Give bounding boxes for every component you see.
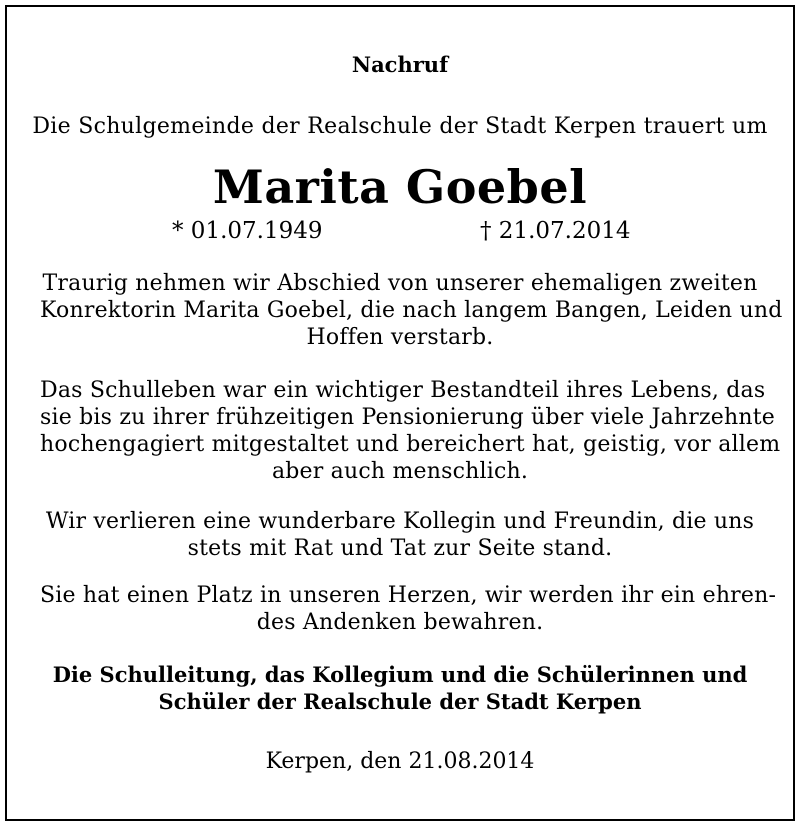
paragraph-line: Sie hat einen Platz in unseren Herzen, wir werden ihr ein ehren- xyxy=(40,583,777,608)
paragraph-school-life xyxy=(40,377,781,485)
signature-line: Schüler der Realschule der Stadt Kerpen xyxy=(158,689,642,714)
paragraph-line: Konrektorin Marita Goebel, die nach langem Bangen, Leiden und xyxy=(40,298,783,323)
paragraph-colleague xyxy=(40,508,760,562)
life-dates xyxy=(0,218,800,248)
paragraph-line: Traurig nehmen wir Abschied von unserer ehemaligen zweiten xyxy=(42,271,758,296)
notice-heading: Nachruf xyxy=(351,52,449,77)
paragraph-line: stets mit Rat und Tat zur Seite stand. xyxy=(187,536,613,561)
signature-block xyxy=(40,661,760,715)
signature-line: Die Schulleitung, das Kollegium und die Schülerinnen und xyxy=(52,662,748,687)
deceased-name: Marita Goebel xyxy=(212,160,588,214)
place-and-date: Kerpen, den 21.08.2014 xyxy=(265,749,535,774)
death-date: † 21.07.2014 xyxy=(480,218,631,244)
paragraph-line: hochengagiert mitgestaltet und bereichert hat, geistig, vor allem xyxy=(40,432,781,457)
paragraph-line: Das Schulleben war ein wichtiger Bestandteil ihres Lebens, das xyxy=(40,378,766,403)
birth-date: * 01.07.1949 xyxy=(172,218,323,244)
paragraph-farewell xyxy=(40,270,783,351)
paragraph-line: des Andenken bewahren. xyxy=(256,610,544,635)
intro-line: Die Schulgemeinde der Realschule der Stadt Kerpen trauert um xyxy=(32,114,768,139)
paragraph-line: sie bis zu ihrer frühzeitigen Pensionierung über viele Jahrzehnte xyxy=(40,405,776,430)
paragraph-memory xyxy=(40,582,777,636)
paragraph-line: Hoffen verstarb. xyxy=(306,325,494,350)
paragraph-line: aber auch menschlich. xyxy=(271,459,529,484)
paragraph-line: Wir verlieren eine wunderbare Kollegin und Freundin, die uns xyxy=(45,509,755,534)
